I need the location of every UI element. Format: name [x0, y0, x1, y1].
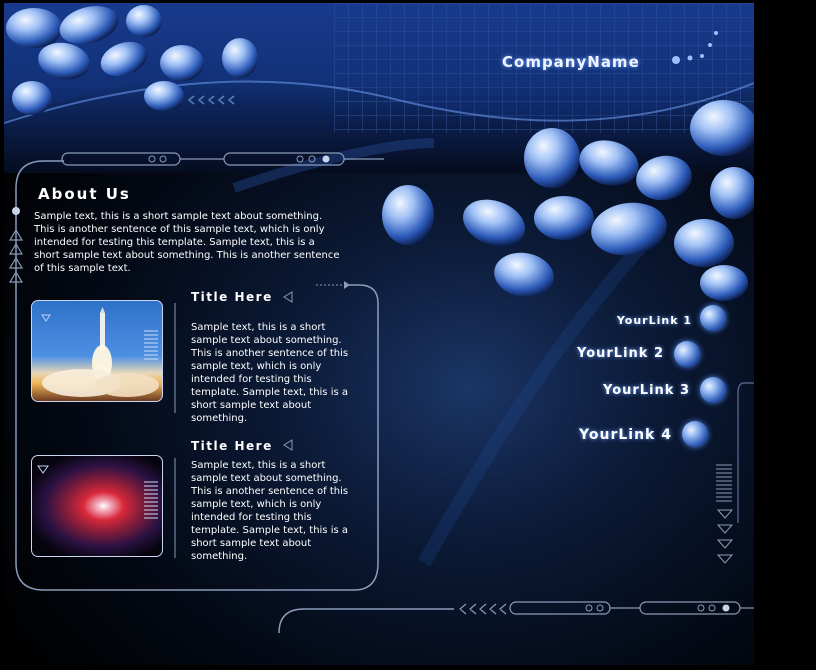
item-text-1: Sample text, this is a short sample text about something. This is another sentence of this sample text, which is only intended for testing this template. Sample text, this is a short sample text about something.: [191, 322, 349, 424]
page-frame: [4, 3, 754, 665]
item-title-1: Title Here: [191, 290, 273, 304]
about-title: About Us: [38, 185, 131, 203]
nav-link-2[interactable]: YourLink 2: [576, 346, 664, 361]
nav-link-4[interactable]: YourLink 4: [579, 427, 672, 443]
globe-icon: [700, 377, 726, 403]
about-text: Sample text, this is a short sample text about something. This is another sentence of this sample text, which is only intended for testing this template. Sample text, this is a short sample text about something. This is another sentence of this sample text.: [34, 211, 340, 274]
globe-icon: [700, 305, 726, 331]
nav-link-1[interactable]: YourLink 1: [616, 314, 692, 327]
nav-link-3[interactable]: YourLink 3: [602, 383, 690, 398]
rocket-launch-image: [31, 300, 163, 402]
rocket-icon: [32, 301, 162, 401]
nebula-icon: [32, 456, 162, 556]
item-text-2: Sample text, this is a short sample text about something. This is another sentence of this sample text, which is only intended for testing this template. Sample text, this is a short sample text about something.: [191, 460, 349, 562]
globe-icon: [674, 341, 700, 367]
globe-icon: [682, 421, 708, 447]
company-name: CompanyName: [502, 53, 640, 71]
item-title-2: Title Here: [191, 439, 273, 453]
right-empty-area: [754, 0, 816, 670]
nebula-image: [31, 455, 163, 557]
